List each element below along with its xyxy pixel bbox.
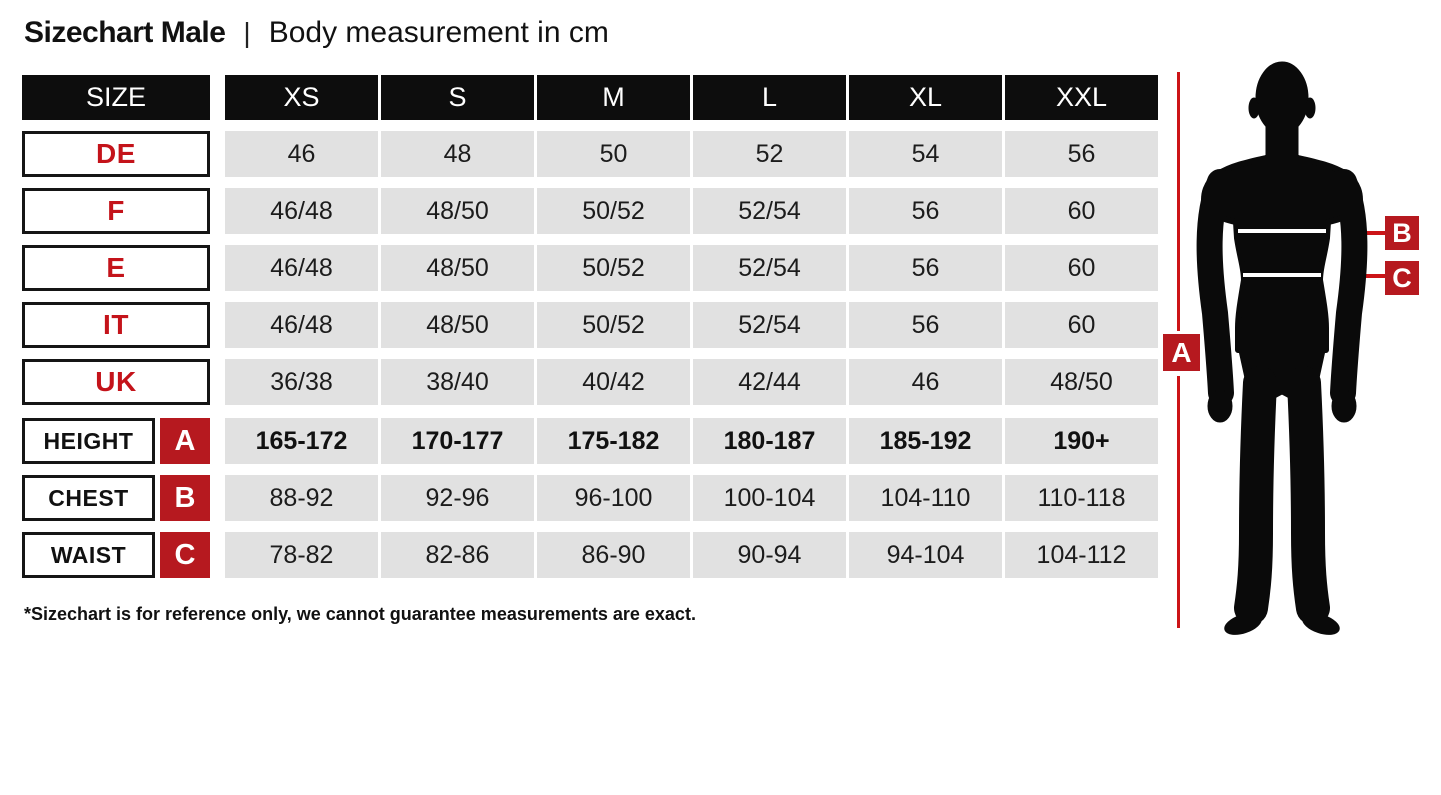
country-row-de [22, 131, 1158, 177]
male-silhouette-icon [1190, 58, 1375, 640]
height-line-top [1177, 72, 1180, 331]
measurement-value-cell: 165-172 [225, 418, 378, 464]
size-value-cell: 40/42 [537, 359, 690, 405]
measurement-label-slot [22, 475, 210, 521]
size-value-cell: 46/48 [225, 245, 378, 291]
country-label-e: E [22, 245, 210, 291]
measurement-row-chest [22, 475, 1158, 521]
title-separator: | [243, 17, 251, 48]
sizechart-table [22, 75, 1158, 589]
body-measurement-figure [1150, 55, 1441, 665]
size-value-cell: 60 [1005, 302, 1158, 348]
measurement-value-cell: 185-192 [849, 418, 1002, 464]
measurement-value-cell: 175-182 [537, 418, 690, 464]
size-value-cell: 46 [225, 131, 378, 177]
measurement-row-height [22, 418, 1158, 464]
measurement-value-cell: 88-92 [225, 475, 378, 521]
size-value-cell: 52/54 [693, 188, 846, 234]
size-value-cell: 50/52 [537, 245, 690, 291]
measurement-value-cell: 180-187 [693, 418, 846, 464]
size-value-cell: 48/50 [1005, 359, 1158, 405]
measurement-value-cell: 170-177 [381, 418, 534, 464]
size-value-cell: 48/50 [381, 188, 534, 234]
measurement-value-cell: 96-100 [537, 475, 690, 521]
size-value-cell: 52/54 [693, 245, 846, 291]
measurement-value-cell: 110-118 [1005, 475, 1158, 521]
size-column-header-xs: XS [225, 75, 378, 120]
measurement-value-cell: 86-90 [537, 532, 690, 578]
size-value-cell: 38/40 [381, 359, 534, 405]
measurement-value-cell: 94-104 [849, 532, 1002, 578]
country-label-slot [22, 359, 210, 405]
country-label-slot [22, 188, 210, 234]
country-row-e [22, 245, 1158, 291]
size-value-cell: 56 [849, 188, 1002, 234]
measurement-value-cell: 90-94 [693, 532, 846, 578]
waist-measure-line [1243, 273, 1321, 277]
page-title [24, 16, 609, 50]
size-column-header-xl: XL [849, 75, 1002, 120]
country-rows-group [22, 131, 1158, 405]
title-main: Sizechart Male [24, 16, 226, 49]
height-line-bottom [1177, 376, 1180, 628]
size-value-cell: 50/52 [537, 188, 690, 234]
measurement-value-cell: 100-104 [693, 475, 846, 521]
footnote: *Sizechart is for reference only, we cannot guarantee measurements are exact. [24, 604, 696, 624]
country-label-it: IT [22, 302, 210, 348]
measurement-value-cell: 190+ [1005, 418, 1158, 464]
size-value-cell: 56 [849, 245, 1002, 291]
measurement-value-cell: 104-110 [849, 475, 1002, 521]
size-value-cell: 56 [849, 302, 1002, 348]
measurement-label-chest: CHEST [22, 475, 155, 521]
size-value-cell: 46/48 [225, 302, 378, 348]
marker-c-badge: C [1385, 261, 1419, 295]
size-value-cell: 50/52 [537, 302, 690, 348]
chest-measure-line [1238, 229, 1326, 233]
size-header-cell: SIZE [22, 75, 210, 120]
measurement-label-waist: WAIST [22, 532, 155, 578]
measurement-row-waist [22, 532, 1158, 578]
country-label-f: F [22, 188, 210, 234]
size-column-header-m: M [537, 75, 690, 120]
table-header-row [22, 75, 1158, 120]
measurement-value-cell: 92-96 [381, 475, 534, 521]
size-value-cell: 54 [849, 131, 1002, 177]
country-label-uk: UK [22, 359, 210, 405]
country-label-de: DE [22, 131, 210, 177]
size-column-header-s: S [381, 75, 534, 120]
country-label-slot [22, 131, 210, 177]
marker-b-square: B [160, 475, 210, 521]
size-value-cell: 52/54 [693, 302, 846, 348]
size-value-cell: 60 [1005, 188, 1158, 234]
size-value-cell: 60 [1005, 245, 1158, 291]
size-column-header-xxl: XXL [1005, 75, 1158, 120]
marker-c-square: C [160, 532, 210, 578]
size-value-cell: 52 [693, 131, 846, 177]
measurement-label-height: HEIGHT [22, 418, 155, 464]
size-value-cell: 56 [1005, 131, 1158, 177]
size-value-cell: 48 [381, 131, 534, 177]
size-value-cell: 46 [849, 359, 1002, 405]
country-label-slot [22, 245, 210, 291]
title-subtitle: Body measurement in cm [268, 16, 609, 49]
size-value-cell: 48/50 [381, 302, 534, 348]
marker-b-badge: B [1385, 216, 1419, 250]
measurement-label-slot [22, 532, 210, 578]
size-value-cell: 46/48 [225, 188, 378, 234]
size-column-header-l: L [693, 75, 846, 120]
measurement-label-slot [22, 418, 210, 464]
country-row-it [22, 302, 1158, 348]
country-label-slot [22, 302, 210, 348]
size-value-cell: 50 [537, 131, 690, 177]
country-row-f [22, 188, 1158, 234]
marker-a-square: A [160, 418, 210, 464]
size-header-slot [22, 75, 210, 120]
measurement-value-cell: 82-86 [381, 532, 534, 578]
country-row-uk [22, 359, 1158, 405]
size-value-cell: 48/50 [381, 245, 534, 291]
measurement-value-cell: 104-112 [1005, 532, 1158, 578]
measurement-rows-group [22, 418, 1158, 578]
measurement-value-cell: 78-82 [225, 532, 378, 578]
size-value-cell: 36/38 [225, 359, 378, 405]
marker-a-badge: A [1163, 334, 1200, 371]
size-value-cell: 42/44 [693, 359, 846, 405]
